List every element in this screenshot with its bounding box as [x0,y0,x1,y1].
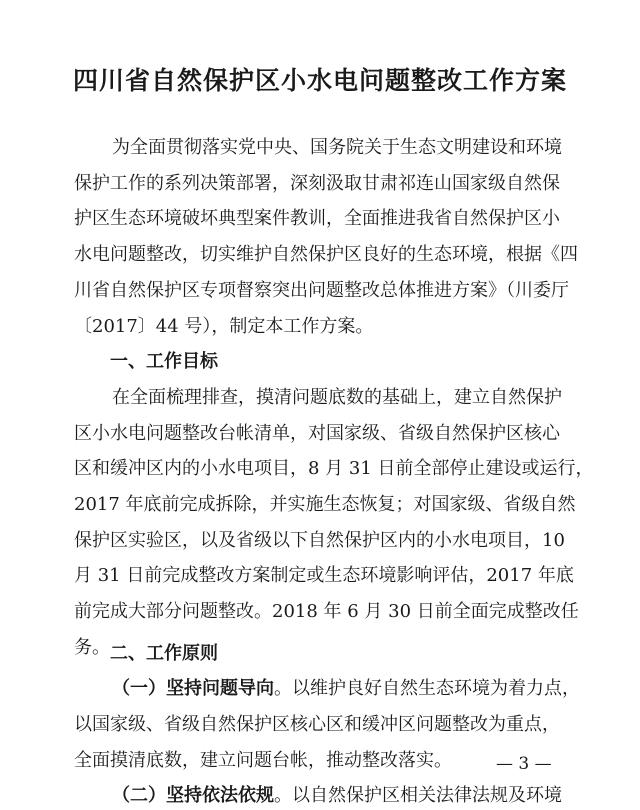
principle-1-line [112,675,580,703]
principle-1-label: （一）坚持问题导向 [112,678,274,700]
section-heading-goals: 一、工作目标 [110,351,218,373]
principle-2-line [112,782,562,810]
principle-1-line: 以国家级、省级自然保护区核心区和缓冲区问题整改为重点， [74,713,560,735]
section1-line: 区小水电问题整改台帐清单，对国家级、省级自然保护区核心 [74,422,560,444]
section1-line: 2017 年底前完成拆除，并实施生态恢复；对国家级、省级自然 [74,494,576,515]
intro-line: 护区生态环境破坏典型案件教训，全面推进我省自然保护区小 [74,208,560,230]
section-heading-principles: 二、工作原则 [110,642,218,664]
intro-line: 保护工作的系列决策部署，深刻汲取甘肃祁连山国家级自然保 [74,172,560,194]
section1-line: 区和缓冲区内的小水电项目，8 月 31 日前全部停止建设或运行， [74,458,594,480]
document-title: 四川省自然保护区小水电问题整改工作方案 [72,66,567,95]
principle-1-text: 。以维护良好自然生态环境为着力点， [274,678,580,700]
section1-line: 前完成大部分问题整改。2018 年 6 月 30 日前全面完成整改任 [74,601,579,623]
principle-1-line: 全面摸清底数，建立问题台帐，推动整改落实。 [74,749,452,771]
section1-line: 务。 [74,636,110,658]
section1-line: 月 31 日前完成整改方案制定或生态环境影响评估，2017 年底 [74,565,574,587]
section1-line: 保护区实验区，以及省级以下自然保护区内的小水电项目，10 [74,529,565,551]
intro-line: 为全面贯彻落实党中央、国务院关于生态文明建设和环境 [112,137,562,158]
principle-2-text: 。以自然保护区相关法律法规及环境 [274,785,562,807]
page-number: — 3 — [496,754,552,774]
principle-2-label: （二）坚持依法依规 [112,785,274,807]
intro-line: 川省自然保护区专项督察突出问题整改总体推进方案》（川委厅 [74,279,569,301]
intro-line: 水电问题整改，切实维护自然保护区良好的生态环境，根据《四 [74,244,578,266]
section1-line: 在全面梳理排查，摸清问题底数的基础上，建立自然保护 [112,386,562,408]
intro-line: 〔2017〕44 号），制定本工作方案。 [74,315,374,337]
